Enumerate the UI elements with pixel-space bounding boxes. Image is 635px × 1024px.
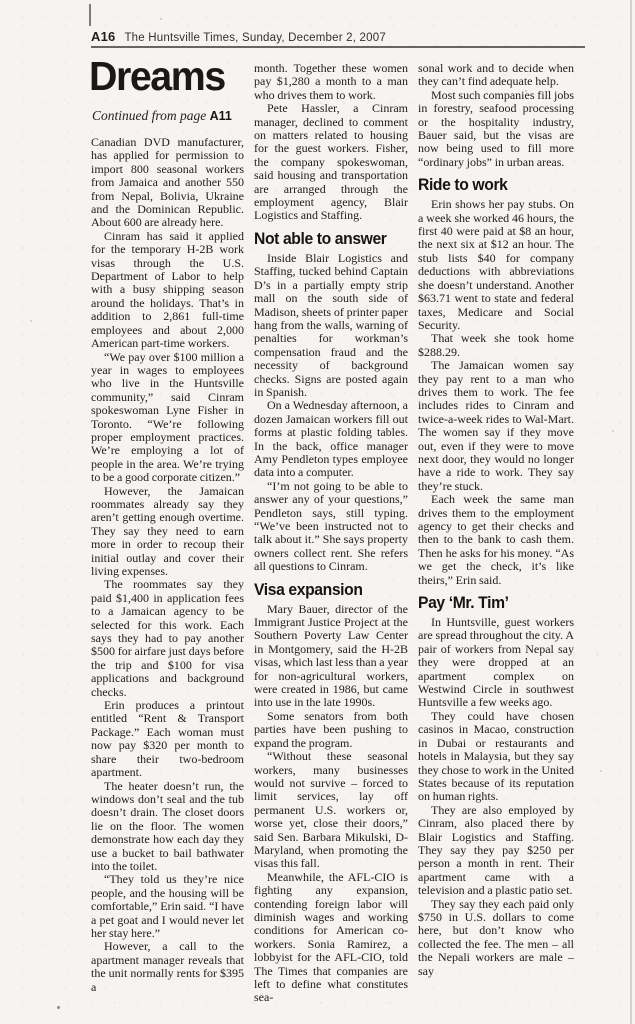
scan-speck xyxy=(30,320,32,322)
article-paragraph: “We pay over $100 million a year in wages to employees who live in the Huntsville community,” said Cinram spokeswoman Lyne Fisher in Toronto. “We’re following proper employment practices. We’re employing a lot of people in the area. We’re trying to be a good corporate citizen.” xyxy=(91,349,244,485)
article-paragraph: That week she took home $288.29. xyxy=(418,331,574,359)
article-paragraph: Inside Blair Logistics and Staffing, tucked behind Captain D’s in a partially empty strip mall on the south side of Madison, sheets of printer paper hang from the walls, warning of penalties for workman’s compensation fraud and the necessity of background checks. Signs are posted again in Spanish. xyxy=(254,250,408,399)
article-paragraph: Erin produces a printout entitled “Rent & Transport Package.” Each woman must now pay $320 per month to share their two-bedroom apartment. xyxy=(91,698,244,780)
article-column-1 xyxy=(91,136,244,994)
article-paragraph: The Jamaican women say they pay rent to a man who drives them to work. The fee includes rides to Cinram and twice-a-week rides to Wal-Mart. The women say if they move out, even if they were to move next door, they would no longer have a ride to work. They say they’re stuck. xyxy=(418,358,574,493)
scan-mark xyxy=(89,4,91,26)
article-paragraph: On a Wednesday afternoon, a dozen Jamaican workers fill out forms at plastic folding tables. In the back, office manager Amy Pendleton types employee data into a computer. xyxy=(254,398,408,480)
article-paragraph: Mary Bauer, director of the Immigrant Justice Project at the Southern Poverty Law Center in Montgomery, said the H-2B visas, which last less than a year for non-agricultural workers, were created in 1986, but came into use in the late 1990s. xyxy=(254,601,408,710)
scan-speck xyxy=(600,770,602,772)
article-paragraph: However, the Jamaican roommates already say they aren’t getting enough overtime. They say they need to earn more in order to recoup their initial outlay and cover their living expenses. xyxy=(91,483,244,578)
continuation-note xyxy=(92,108,232,124)
article-paragraph: Each week the same man drives them to the employment agency to get their checks and then to the bank to cash them. Then he asks for his money. “As we get the check, it’s like theirs,” Erin said. xyxy=(418,492,574,587)
article-paragraph: In Huntsville, guest workers are spread throughout the city. A pair of workers from Nepal say they were dropped at an apartment complex on Westwind Circle in southwest Huntsville a few weeks ago. xyxy=(418,615,574,710)
article-paragraph: sonal work and to decide when they can’t find adequate help. xyxy=(418,61,574,89)
section-heading: Ride to work xyxy=(418,176,508,195)
article-paragraph: “I’m not going to be able to answer any of your questions,” Pendleton says, still typing. “We’ve been instructed not to talk about it.” She says property owners collect rent. She refers all questions to Cinram. xyxy=(254,478,408,574)
scan-speck xyxy=(57,1006,60,1009)
article-paragraph: Most such companies fill jobs in forestry, seafood processing or the hospitality industry, Bauer said, but the visas are now being used to fill more “ordinary jobs” in urban areas. xyxy=(418,87,574,169)
article-paragraph: Meanwhile, the AFL-CIO is fighting any expansion, contending foreign labor will diminish wages and working conditions for American co-workers. Sonia Ramirez, a lobbyist for the AFL-CIO, told The Times that companies are left to define what constitutes sea- xyxy=(254,869,408,1005)
page-header xyxy=(91,28,386,46)
scan-speck xyxy=(160,18,162,20)
continuation-page-ref: A11 xyxy=(209,109,232,123)
article-paragraph: They say they each paid only $750 in U.S. dollars to come here, but don’t know who collected the fee. The men – all the Nepali workers are male – say xyxy=(418,896,574,978)
section-heading: Visa expansion xyxy=(254,580,363,599)
article-headline: Dreams xyxy=(89,53,225,99)
article-paragraph: “Without these seasonal workers, many businesses would not survive – forced to limit services, lay off permanent U.S. workers or, worse yet, close their doors,” said Sen. Barbara Mikulski, D-Maryland, when promoting the visas this fall. xyxy=(254,749,408,871)
article-paragraph: Some senators from both parties have been pushing to expand the program. xyxy=(254,708,408,750)
section-heading: Not able to answer xyxy=(254,229,387,248)
continuation-text: Continued from page xyxy=(92,108,210,123)
article-paragraph: However, a call to the apartment manager reveals that the unit normally rents for $395 a xyxy=(91,939,244,994)
article-paragraph: month. Together these women pay $1,280 a month to a man who drives them to work. xyxy=(254,61,408,102)
scan-speck xyxy=(612,430,614,432)
header-rule xyxy=(91,46,585,48)
page-number: A16 xyxy=(91,29,116,44)
article-paragraph: Cinram has said it applied for the temporary H-2B work visas through the U.S. Department of Labor to help with a busy shipping season around the holidays. That’s in addition to 2,861 full-time employees and about 2,000 American part-time workers. xyxy=(91,228,244,351)
scan-edge-line xyxy=(630,0,632,1024)
article-paragraph: They could have chosen casinos in Macao, construction in Dubai or restaurants and hotels in Malaysia, but they say they chose to work in the United States because of its reputation on human rights. xyxy=(418,708,574,804)
article-column-2 xyxy=(254,62,408,1005)
article-paragraph: “They told us they’re nice people, and the housing will be comfortable,” Erin said. “I have a pet goat and I would never let her stay here.” xyxy=(91,872,244,940)
article-paragraph: The roommates say they paid $1,400 in application fees to a Jamaican agency to be selected for this work. Each says they had to pay another $500 for airfare just days before the trip and $100 for visa applications and background checks. xyxy=(91,577,244,699)
article-paragraph: Erin shows her pay stubs. On a week she worked 46 hours, the first 40 were paid at $8 an hour, the next six at $12 an hour. The stub lists $40 for company deductions with abbreviations she doesn’t understand. Another $63.71 went to state and federal taxes, Medicare and Social Security. xyxy=(418,197,574,332)
publication-name: The Huntsville Times, Sunday, December 2, 2007 xyxy=(124,32,386,44)
article-paragraph: Canadian DVD manufacturer, has applied for permission to import 800 seasonal workers from Jamaica and another 550 from Nepal, Bolivia, Ukraine and the Dominican Republic. About 600 are already here. xyxy=(91,135,244,230)
article-paragraph: The heater doesn’t run, the windows don’t seal and the tub doesn’t drain. The closet doors lie on the floor. The women demonstrate how each day they use a bucket to bail bathwater into the toilet. xyxy=(91,778,244,873)
article-paragraph: Pete Hassler, a Cinram manager, declined to comment on matters related to housing for the guest workers. Fisher, the company spokeswoman, said housing and transportation are arranged through the employment agency, Blair Logistics and Staffing. xyxy=(254,101,408,223)
article-column-3 xyxy=(418,62,574,978)
section-heading: Pay ‘Mr. Tim’ xyxy=(418,594,509,613)
article-paragraph: They are also employed by Cinram, also placed there by Blair Logistics and Staffing. They say they pay $250 per person a month in rent. Their apartment came with a television and a plastic patio set. xyxy=(418,802,574,898)
